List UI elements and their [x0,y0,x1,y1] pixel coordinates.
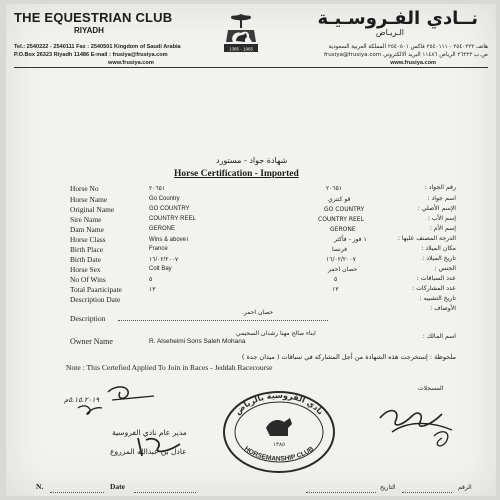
footer-no-ar-line [402,492,452,493]
field-value-en: France [149,246,168,252]
handwritten-date: ٥.١٥.٢٠١٩م [64,396,100,404]
field-label-en: Horse Name [70,195,108,204]
field-label-en: Original Name [70,205,115,214]
field-label-en: Horse Class [70,235,106,244]
description-dotted-line [118,320,328,321]
field-row-no-of-wins [6,275,496,284]
field-value-ar: فرنسا [332,246,348,253]
club-city-ar: الـريـاض [375,28,404,37]
club-website-ar: www.frusiya.com [390,60,436,66]
svg-text:نادي الفروسية بالرياض [233,391,325,417]
field-value-ar: GO COUNTRY [324,206,365,213]
field-label-ar: رقم الجواد : [424,184,456,191]
owner-name-ar: ابناء صالح مهنا رشدان السحيمي [236,330,316,337]
field-label-ar: إسم الأم : [429,225,456,232]
horsemanship-club-stamp [220,388,338,476]
owner-label-ar: اسم المالك : [422,333,456,340]
field-label-en: Birth Place [70,245,104,254]
field-row-description-date [6,295,496,304]
field-label-ar: عدد السباقات : [416,275,456,282]
club-po-ar: ص.ب ٢٦٣٢٣ الرياض ١١٤٨٦ البريد الالكتروني frusiya@frusiya.com [323,52,488,58]
certificate-title-en: Horse Certification - Imported [174,169,299,179]
field-label-ar: تاريخ الميلاد : [422,255,456,262]
field-label-en: Sire Name [70,215,102,224]
field-value-en: Colt Bay [149,266,172,272]
field-label-en: Birth Date [70,255,101,264]
stamp-text-en: HORSEMANSHIP CLUB [242,445,316,463]
field-label-ar: الإسم الأصلي : [417,205,456,212]
field-value-en: Wins & above١ [149,237,190,243]
field-value-en: ٥ [149,277,153,283]
field-value-ar: ١٣ [332,286,339,293]
emblem-year: 1385 - 1965 [228,46,254,52]
stamp-text-ar: نادي الفروسية بالرياض [233,390,326,417]
field-label-ar: تاريخ التشبيه : [419,295,456,302]
field-row-birth-place [6,245,496,254]
field-row-birth-date [6,255,496,264]
field-label-en: Description Date [70,295,121,304]
field-value-ar: قو كنتري [328,196,351,203]
footer-date-ar-line [306,492,376,493]
field-row-dam-name [6,225,496,234]
footer-date-line [134,492,196,493]
field-value-ar: حصان احمر [328,266,358,273]
club-tel-ar: هاتف ٢٥٤٠٢٢٢ - ٢٥٤٠١١١ فاكس ٢٥٤٠٥٠١ المملكة العربية السعودية [328,44,488,50]
footer-no-label: N. [36,482,44,491]
club-emblem-logo [216,12,266,64]
header-rule [14,67,488,68]
field-label-en: Horse Sex [70,265,101,274]
field-value-en: ١٦/٠٢/٢٠٠٧ [149,257,179,263]
field-value-en: GO COUNTRY [149,206,190,212]
field-label-ar: إسم الأب : [427,215,456,222]
field-label-en: Dam Name [70,225,104,234]
field-row-horse-class [6,235,496,244]
field-row-sire-name [6,215,496,224]
footer-date-ar: التاريخ [380,484,396,491]
field-row-horse-sex [6,265,496,274]
field-label-ar: اسم جواد : [427,195,456,202]
footer-no-line [50,492,104,493]
club-city-en: RIYADH [74,26,104,35]
field-label-ar: مكان الميلاد : [421,245,456,252]
field-value-en: Go Country [149,196,180,202]
field-row-horse-no [6,184,496,193]
footer-date-label: Date [110,482,125,491]
field-label-ar: عدد المشاركات : [412,285,456,292]
field-value-ar: ١٦/٠٢/٢٠٠٧ [326,256,356,263]
field-value-en: ١٣ [149,287,156,293]
field-value-ar: ٢٠٦٥١ [326,185,343,192]
field-label-en: No Of Wins [70,275,106,284]
footer-no-ar: الرقم [458,484,472,491]
club-website-en: www.frusiya.com [108,60,154,66]
director-initials-signature [68,378,178,430]
field-row-horse-name [6,195,496,204]
owner-name-en: R. Alseheimi Sons Saleh Mohana [149,338,246,345]
field-value-en: GERONE [149,226,176,232]
field-label-en: Horse No [70,184,99,193]
club-name-en: THE EQUESTRIAN CLUB [14,10,173,25]
club-name-ar: نــادي الفـروسـيـة [317,8,478,29]
note-en: Note : This Certefied Applied To Join in Races - Jeddah Racecourse [66,363,273,372]
registrar-label-ar: المسجلات [418,385,444,392]
field-label-ar: الجنس : [434,265,456,272]
field-label-ar: الأوصاف : [430,305,456,312]
stamp-year: ١٣٨٥ [273,442,285,448]
description-label-en: Description [70,314,106,323]
certificate-page [6,4,496,496]
owner-label-en: Owner Name [70,337,113,346]
director-name-ar: عادل بن عبدالله المزروع [110,447,187,456]
description-value-ar: حصان احمر. [242,309,274,316]
club-tel-line: Tel.: 2540222 - 2540111 Fax : 2540501 Kingdom of Saudi Arabia [14,44,181,50]
field-value-en: COUNTRY REEL [149,216,196,222]
field-value-ar: GERONE [330,226,356,233]
field-label-ar: الدرجة المصنف عليها : [397,235,456,242]
club-po-line: P.O.Box 26323 Riyadh 11486 E-mail : frusiya@frusiya.com [14,52,168,58]
field-row-total-participate [6,285,496,294]
registrar-signature [372,392,462,452]
field-label-en: Total Paarticipate [70,285,122,294]
field-value-ar: ١ فوز - فأكثر [334,236,367,243]
certificate-title-ar: شهادة جواد - مستورد [216,156,288,165]
field-value-ar: COUNTRY REEL [318,216,364,223]
note-ar: ملحوظة : إستخرجت هذه الشهادة من أجل المشاركه في سباقات ( ميدان جدة ) [241,353,456,361]
field-value-ar: ٥ [334,276,338,283]
field-row-original-name [6,205,496,214]
director-title-ar: مدير عام نادي الفروسية [112,428,187,437]
field-value-en: ٢٠٦٥١ [149,186,166,192]
